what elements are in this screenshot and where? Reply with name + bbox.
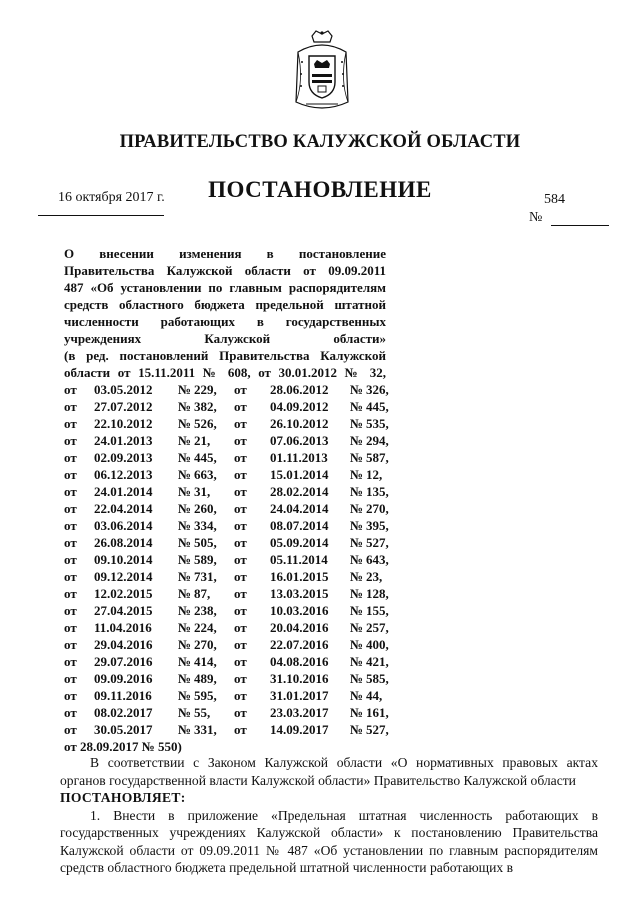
amendment-cell: от	[234, 722, 247, 737]
amendment-cell: от	[64, 484, 77, 499]
subject-block	[64, 245, 389, 755]
amendment-cell: от	[64, 620, 77, 635]
amendment-cell: 05.11.2014	[270, 552, 328, 567]
amendment-cell: 15.01.2014	[270, 467, 329, 482]
amendment-cell: от	[234, 467, 247, 482]
amendment-row	[64, 398, 389, 415]
amendment-cell: 28.02.2014	[270, 484, 329, 499]
amendment-row	[64, 670, 389, 687]
amendment-cell: №	[350, 603, 364, 618]
amendment-cell: от	[64, 637, 77, 652]
amendment-cell: №	[350, 467, 364, 482]
amendment-cell: №	[350, 620, 364, 635]
amendment-cell: от	[64, 569, 77, 584]
amendment-cell: 28.06.2012	[270, 382, 329, 397]
amendment-cell: №	[178, 535, 192, 550]
amendment-row	[64, 704, 389, 721]
amendment-cell: от	[64, 518, 77, 533]
amendment-cell: 229,	[194, 382, 217, 397]
subject-line: учреждениях Калужской области»	[64, 331, 386, 346]
amendment-cell: 224,	[194, 620, 217, 635]
amendment-cell: 02.09.2013	[94, 450, 153, 465]
amendment-cell: №	[350, 586, 364, 601]
amendment-cell: 489,	[194, 671, 217, 686]
amendment-cell: 04.08.2016	[270, 654, 329, 669]
amendment-cell: от	[64, 688, 77, 703]
amendment-cell: 27.04.2015	[94, 603, 153, 618]
amendment-cell: 31,	[194, 484, 211, 499]
amendment-cell: от	[64, 603, 77, 618]
amendment-cell: 03.05.2012	[94, 382, 153, 397]
amendment-cell: 09.09.2016	[94, 671, 153, 686]
amendment-row	[64, 687, 386, 704]
amendment-cell: от	[64, 416, 77, 431]
amendment-cell: 326,	[366, 382, 389, 397]
amendment-cell: 23,	[366, 569, 383, 584]
amendment-cell: 585,	[366, 671, 389, 686]
amendment-row	[64, 466, 386, 483]
amendment-cell: 26.08.2014	[94, 535, 153, 550]
amendment-cell: 663,	[194, 467, 217, 482]
amendment-cell: 161,	[366, 705, 389, 720]
amendment-cell: 382,	[194, 399, 217, 414]
amendment-cell: от	[234, 671, 247, 686]
amendment-cell: №	[350, 654, 364, 669]
amendment-cell: №	[178, 450, 192, 465]
amendment-cell: 128,	[366, 586, 389, 601]
amendment-cell: №	[178, 399, 192, 414]
amendment-cell: 135,	[366, 484, 389, 499]
amendment-cell: от	[234, 450, 247, 465]
amendment-cell: от	[234, 620, 247, 635]
amendment-cell: от	[64, 382, 77, 397]
amendment-cell: 16.01.2015	[270, 569, 329, 584]
amendment-cell: 06.12.2013	[94, 467, 153, 482]
amendment-cell: №	[178, 705, 192, 720]
amendment-cell: от	[234, 399, 247, 414]
amendment-cell: от	[64, 654, 77, 669]
amendment-cell: №	[178, 722, 192, 737]
amendment-cell: №	[178, 501, 192, 516]
amendment-cell: 527,	[366, 722, 389, 737]
amendment-cell: 31.01.2017	[270, 688, 329, 703]
amendment-cell: от	[234, 654, 247, 669]
amendment-cell: №	[350, 688, 364, 703]
amendment-cell: №	[178, 586, 192, 601]
amendment-cell: от	[234, 382, 247, 397]
amendment-cell: №	[178, 382, 192, 397]
amendment-cell: 589,	[194, 552, 217, 567]
amendment-cell: №	[178, 671, 192, 686]
amendment-cell: 526,	[194, 416, 217, 431]
amendment-cell: 270,	[194, 637, 217, 652]
amendment-row	[64, 551, 389, 568]
amendment-cell: 414,	[194, 654, 217, 669]
amendment-row	[64, 653, 389, 670]
amendment-cell: от	[64, 535, 77, 550]
amendment-cell: №	[350, 705, 364, 720]
amendment-cell: 26.10.2012	[270, 416, 329, 431]
amendment-cell: 643,	[366, 552, 389, 567]
amendment-cell: 155,	[366, 603, 389, 618]
amendment-cell: 29.04.2016	[94, 637, 153, 652]
amendment-cell: №	[178, 654, 192, 669]
amendment-cell: №	[350, 399, 364, 414]
amendment-cell: 08.07.2014	[270, 518, 329, 533]
amendment-cell: №	[350, 501, 364, 516]
government-title: ПРАВИТЕЛЬСТВО КАЛУЖСКОЙ ОБЛАСТИ	[119, 132, 521, 152]
amendment-row	[64, 636, 389, 653]
subject-line: О внесении изменения в постановление	[64, 246, 386, 261]
amendment-cell: 22.10.2012	[94, 416, 153, 431]
amendment-cell: 24.04.2014	[270, 501, 329, 516]
amendment-cell: от	[64, 433, 77, 448]
date-underline	[38, 215, 164, 216]
amendment-cell: 04.09.2012	[270, 399, 329, 414]
amendment-cell: 55,	[194, 705, 211, 720]
amendment-cell: от	[64, 467, 77, 482]
subject-closing: от 28.09.2017 № 550)	[64, 739, 182, 754]
coat-of-arms-icon	[292, 30, 352, 114]
amendment-row	[64, 415, 389, 432]
amendment-cell: от	[234, 569, 247, 584]
amendment-cell: 09.11.2016	[94, 688, 152, 703]
amendment-cell: 29.07.2016	[94, 654, 153, 669]
amendment-cell: от	[234, 535, 247, 550]
amendment-row	[64, 534, 389, 551]
amendment-cell: 421,	[366, 654, 389, 669]
amendment-cell: 260,	[194, 501, 217, 516]
amendment-cell: 445,	[366, 399, 389, 414]
amendment-cell: 30.05.2017	[94, 722, 153, 737]
amendment-cell: №	[178, 603, 192, 618]
amendment-cell: от	[234, 518, 247, 533]
amendment-cell: №	[178, 518, 192, 533]
amendment-cell: от	[234, 416, 247, 431]
amendment-row	[64, 432, 389, 449]
amendment-cell: №	[350, 552, 364, 567]
subject-line: численности работающих в государственных	[64, 314, 386, 329]
amendment-cell: №	[178, 620, 192, 635]
amendment-cell: от	[64, 501, 77, 516]
amendment-cell: от	[234, 637, 247, 652]
amendment-cell: 270,	[366, 501, 389, 516]
amendment-cell: 331,	[194, 722, 217, 737]
amendment-cell: от	[64, 450, 77, 465]
amendment-cell: 10.03.2016	[270, 603, 329, 618]
amendment-cell: №	[350, 433, 364, 448]
amendment-cell: №	[350, 722, 364, 737]
amendment-row	[64, 602, 389, 619]
subject-line: (в ред. постановлений Правительства Калужской	[64, 348, 386, 363]
amendment-cell: 395,	[366, 518, 389, 533]
amendment-cell: №	[178, 467, 192, 482]
amendment-cell: №	[350, 416, 364, 431]
number-sign: №	[529, 210, 543, 225]
amendment-cell: №	[178, 688, 192, 703]
amendment-cell: №	[178, 552, 192, 567]
amendment-cell: 238,	[194, 603, 217, 618]
amendment-cell: от	[64, 705, 77, 720]
amendment-cell: №	[350, 637, 364, 652]
subject-line: области от 15.11.2011 № 608, от 30.01.2012 № 32,	[64, 365, 386, 380]
number-underline	[551, 225, 609, 226]
amendment-cell: 731,	[194, 569, 217, 584]
amendment-row	[64, 483, 389, 500]
amendment-cell: 44,	[366, 688, 383, 703]
amendment-row	[64, 619, 389, 636]
amendment-cell: 24.01.2013	[94, 433, 153, 448]
amendment-cell: 400,	[366, 637, 389, 652]
amendment-cell: 05.09.2014	[270, 535, 329, 550]
amendment-cell: №	[178, 569, 192, 584]
amendment-cell: 08.02.2017	[94, 705, 153, 720]
amendment-cell: 13.03.2015	[270, 586, 329, 601]
amendment-cell: от	[64, 671, 77, 686]
amendment-cell: от	[234, 552, 247, 567]
amendment-cell: 14.09.2017	[270, 722, 329, 737]
amendment-row	[64, 585, 389, 602]
amendment-cell: от	[64, 586, 77, 601]
amendment-row	[64, 568, 386, 585]
amendment-cell: 12,	[366, 467, 383, 482]
amendment-cell: №	[350, 484, 364, 499]
amendment-cell: №	[178, 484, 192, 499]
amendment-cell: от	[64, 399, 77, 414]
amendment-cell: от	[234, 501, 247, 516]
resolves-heading: ПОСТАНОВЛЯЕТ:	[60, 790, 186, 805]
amendment-cell: от	[234, 484, 247, 499]
amendment-cell: №	[350, 671, 364, 686]
subject-line: средств областного бюджета предельной штатной	[64, 297, 386, 312]
amendment-cell: 87,	[194, 586, 211, 601]
document-number: 584	[544, 192, 565, 207]
amendment-cell: 03.06.2014	[94, 518, 153, 533]
amendment-cell: 527,	[366, 535, 389, 550]
amendment-cell: 587,	[366, 450, 389, 465]
amendment-cell: №	[350, 382, 364, 397]
amendment-cell: от	[234, 705, 247, 720]
amendment-cell: 31.10.2016	[270, 671, 329, 686]
subject-line: Правительства Калужской области от 09.09.2011	[64, 263, 386, 278]
amendment-cell: 334,	[194, 518, 217, 533]
resolution-body	[60, 754, 598, 877]
preamble-paragraph: В соответствии с Законом Калужской области «О нормативных правовых актах органов государственной власти Калужской области» Правительство Калужской области	[60, 755, 598, 788]
item-1-paragraph: 1. Внести в приложение «Предельная штатная численность работающих в государственных учреждениях Калужской области» к постановлению Правительства Калужской области от 09.09.2011 № 487 «Об установлении по главным распорядителям средств областного бюджета предельной штатной численности работающих в	[60, 807, 598, 875]
amendment-row	[64, 381, 389, 398]
amendment-cell: №	[350, 518, 364, 533]
amendment-cell: 01.11.2013	[270, 450, 328, 465]
amendment-row	[64, 517, 389, 534]
amendment-cell: 257,	[366, 620, 389, 635]
amendment-cell: 09.10.2014	[94, 552, 153, 567]
amendment-cell: №	[350, 535, 364, 550]
amendment-cell: от	[234, 688, 247, 703]
amendment-cell: 09.12.2014	[94, 569, 153, 584]
amendment-row	[64, 721, 389, 738]
amendment-row	[64, 500, 389, 517]
amendment-row	[64, 449, 389, 466]
amendment-cell: №	[178, 416, 192, 431]
amendment-cell: 07.06.2013	[270, 433, 329, 448]
amendment-cell: 11.04.2016	[94, 620, 152, 635]
amendment-cell: от	[64, 722, 77, 737]
amendment-cell: №	[350, 450, 364, 465]
amendment-cell: 24.01.2014	[94, 484, 153, 499]
subject-line: 487 «Об установлении по главным распорядителям	[64, 280, 386, 295]
amendment-cell: от	[64, 552, 77, 567]
amendment-cell: от	[234, 433, 247, 448]
amendment-cell: 22.04.2014	[94, 501, 153, 516]
amendment-cell: 535,	[366, 416, 389, 431]
document-date: 16 октября 2017 г.	[58, 190, 165, 205]
amendment-cell: 595,	[194, 688, 217, 703]
amendment-cell: 12.02.2015	[94, 586, 153, 601]
amendment-cell: 22.07.2016	[270, 637, 329, 652]
amendment-cell: 23.03.2017	[270, 705, 329, 720]
amendment-cell: 27.07.2012	[94, 399, 153, 414]
document-type-title: ПОСТАНОВЛЕНИЕ	[208, 177, 432, 202]
amendment-cell: 20.04.2016	[270, 620, 329, 635]
amendment-cell: 21,	[194, 433, 211, 448]
amendment-cell: №	[178, 637, 192, 652]
amendment-cell: 294,	[366, 433, 389, 448]
amendment-cell: от	[234, 586, 247, 601]
amendment-cell: 505,	[194, 535, 217, 550]
amendment-list	[64, 381, 389, 738]
amendment-cell: от	[234, 603, 247, 618]
amendment-cell: №	[178, 433, 192, 448]
amendment-cell: №	[350, 569, 364, 584]
amendment-cell: 445,	[194, 450, 217, 465]
